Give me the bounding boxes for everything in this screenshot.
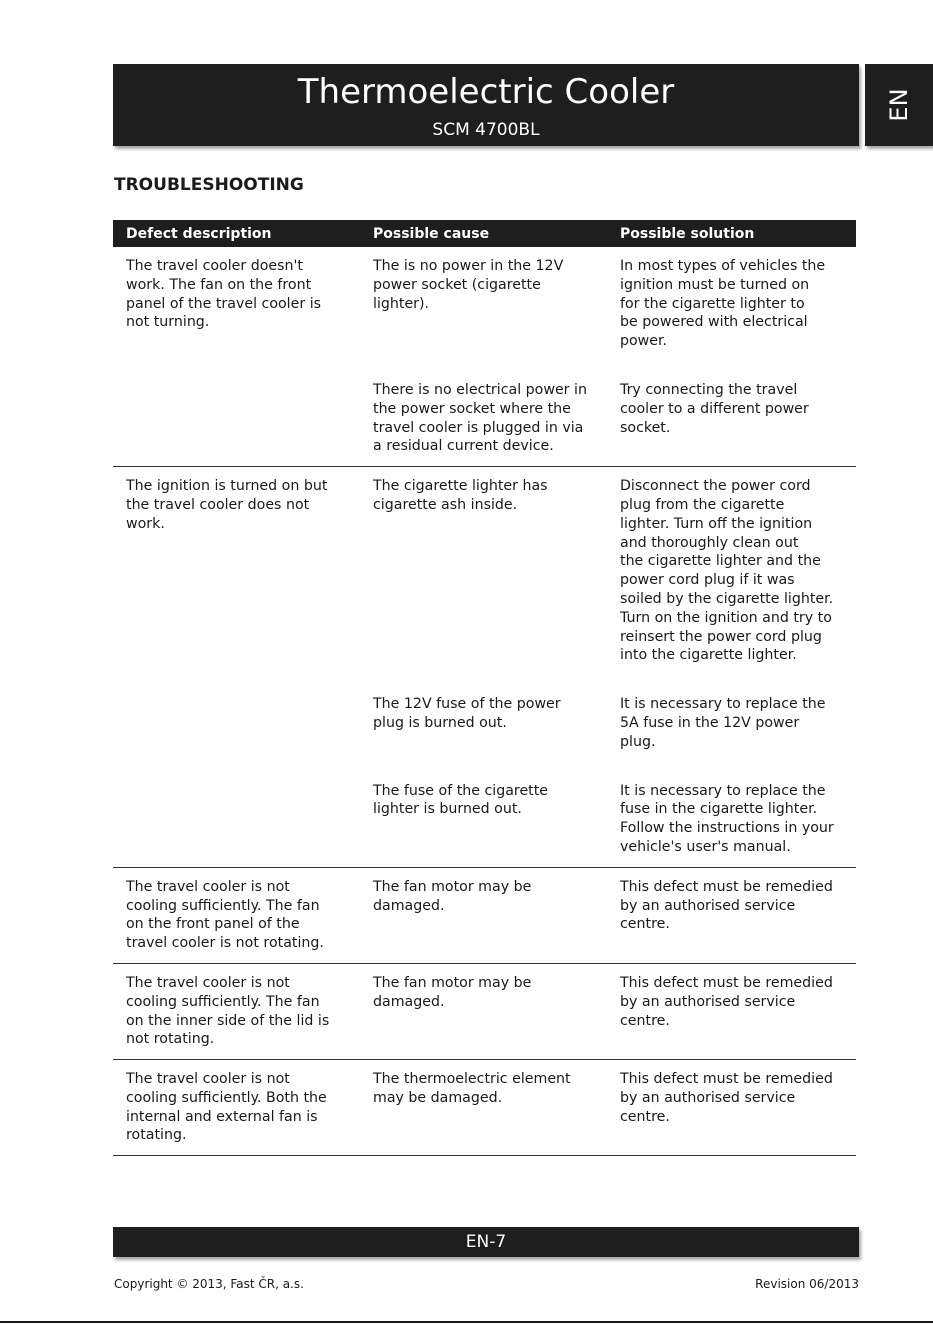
defect-description: The travel cooler doesn't work. The fan on the front panel of the travel cooler is not turning.: [126, 258, 322, 331]
table-row-group: [113, 1060, 856, 1156]
defect-description-empty: [113, 782, 360, 857]
section-title: TROUBLESHOOTING: [114, 175, 304, 195]
possible-cause: The fan motor may be damaged.: [373, 878, 532, 914]
defect-description-empty: [113, 381, 360, 456]
column-header-defect: Defect description: [126, 226, 272, 242]
possible-cause: The fan motor may be damaged.: [373, 974, 532, 1010]
page-number: EN-7: [465, 1232, 507, 1252]
document-title: Thermoelectric Cooler: [297, 72, 675, 112]
defect-description-empty: [113, 695, 360, 751]
header-bar: [113, 64, 859, 146]
possible-solution: This defect must be remedied by an authorised service centre.: [620, 878, 833, 933]
possible-cause: The cigarette lighter has cigarette ash inside.: [373, 478, 548, 513]
possible-cause: The is no power in the 12V power socket (cigarette lighter).: [373, 258, 564, 312]
model-number: SCM 4700BL: [432, 120, 540, 140]
table-row-group: [113, 247, 856, 467]
copyright-text: Copyright © 2013, Fast ČR, a.s.: [114, 1277, 304, 1291]
defect-description: The travel cooler is not cooling sufficiently. The fan on the inner side of the lid is not rotating.: [126, 974, 330, 1048]
defect-description: The travel cooler is not cooling sufficiently. Both the internal and external fan is rotating.: [126, 1071, 327, 1144]
table-row: [113, 974, 856, 1049]
table-row-group: [113, 868, 856, 964]
table-row: [113, 257, 856, 351]
possible-solution: In most types of vehicles the ignition must be turned on for the cigarette lighter to be powered with electrical power.: [620, 258, 826, 350]
column-header-cause: Possible cause: [373, 226, 490, 242]
table-row: [113, 1070, 856, 1145]
table-row-group: [113, 964, 856, 1060]
possible-solution: It is necessary to replace the 5A fuse in the 12V power plug.: [620, 696, 826, 750]
bottom-rule: [0, 1321, 933, 1323]
possible-cause: The thermoelectric element may be damaged.: [373, 1071, 571, 1106]
table-row: [113, 477, 856, 665]
possible-solution: It is necessary to replace the fuse in the cigarette lighter. Follow the instructions in your vehicle's user's manual.: [620, 782, 834, 855]
table-header: [113, 220, 856, 247]
page-number-bar: [113, 1227, 859, 1257]
possible-solution: Disconnect the power cord plug from the cigarette lighter. Turn off the ignition and thoroughly clean out the cigarette lighter and the power cord plug if it was soiled by the cigarette lighter. Turn on the ignition and try to reinsert the power cord plug into the cigarette lighter.: [620, 478, 834, 664]
table-row: [113, 878, 856, 953]
language-label: EN: [885, 88, 913, 122]
possible-cause: There is no electrical power in the power socket where the travel cooler is plugged in via a residual current device.: [373, 381, 587, 455]
possible-solution: This defect must be remedied by an authorised service centre.: [620, 974, 833, 1029]
table-row-group: [113, 467, 856, 868]
table-row: [113, 381, 856, 456]
possible-cause: The 12V fuse of the power plug is burned out.: [373, 696, 561, 731]
language-tab: [865, 64, 933, 146]
possible-solution: This defect must be remedied by an authorised service centre.: [620, 1071, 833, 1125]
possible-cause: The fuse of the cigarette lighter is burned out.: [373, 782, 549, 818]
defect-description: The ignition is turned on but the travel cooler does not work.: [126, 478, 328, 532]
troubleshooting-table: [113, 220, 856, 1156]
defect-description: The travel cooler is not cooling sufficiently. The fan on the front panel of the travel cooler is not rotating.: [126, 878, 324, 952]
possible-solution: Try connecting the travel cooler to a different power socket.: [620, 381, 809, 436]
column-header-solution: Possible solution: [620, 226, 755, 242]
table-row: [113, 782, 856, 857]
table-row: [113, 695, 856, 751]
revision-text: Revision 06/2013: [755, 1277, 859, 1291]
